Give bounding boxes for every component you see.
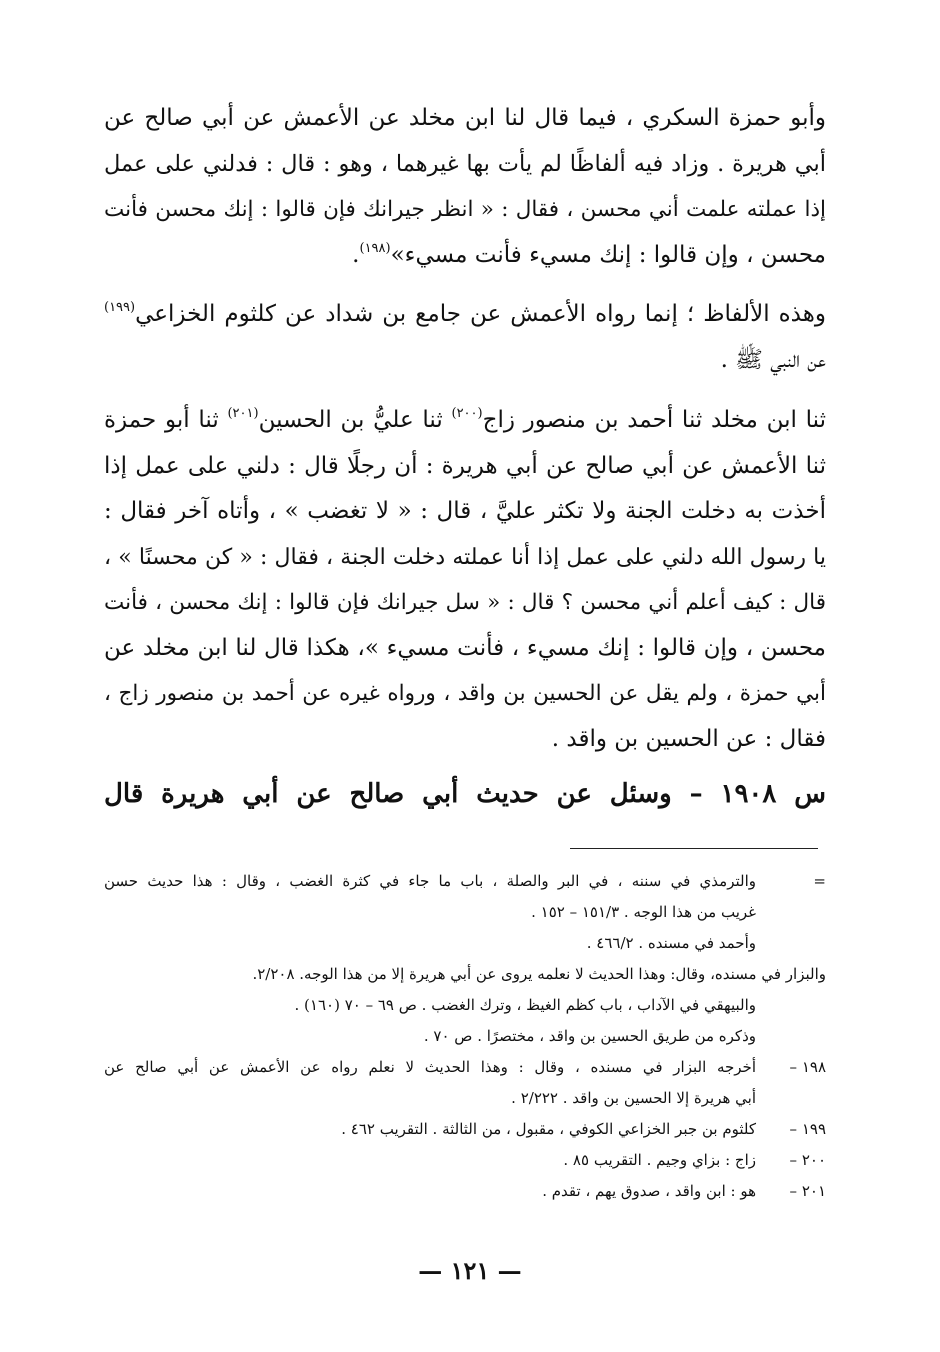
text-line: أخذت به دخلت الجنة ولا تكثر عليَّ ، قال : « لا تغضب » ، وأتاه آخر فقال : bbox=[104, 498, 826, 524]
footnote-line: والبزار في مسنده، وقال: وهذا الحديث لا نعلمه يروى عن أبي هريرة إلا من هذا الوجه. ٢/٢٠٨. bbox=[252, 965, 826, 983]
footnote-line: والترمذي في سننه ، في البر والصلة ، باب ما جاء في كثرة الغضب ، وقال : هذا حديث حسن bbox=[104, 872, 756, 890]
text-run: ثنا ابن مخلد ثنا أحمد بن منصور زاج bbox=[482, 407, 826, 433]
text-run: . bbox=[352, 241, 360, 268]
text-run: ثنا أبو حمزة bbox=[104, 407, 228, 433]
footnote-199 bbox=[104, 1114, 826, 1145]
paragraph-3 bbox=[104, 398, 826, 762]
paragraph-2 bbox=[104, 292, 826, 383]
text-run: ثنا عليُّ بن الحسين bbox=[258, 407, 452, 433]
page-number: — ١٢١ — bbox=[418, 1256, 522, 1285]
question-number: س ١٩٠٨ bbox=[720, 779, 826, 809]
footnote-continued bbox=[104, 990, 826, 1052]
text-line bbox=[104, 292, 826, 338]
footnote-line: أبي هريرة إلا الحسين بن واقد . ٢/٢٢٢ . bbox=[511, 1089, 756, 1107]
paragraph-1 bbox=[104, 96, 826, 278]
text-line: وأبو حمزة السكري ، فيما قال لنا ابن مخلد عن الأعمش عن أبي صالح عن bbox=[104, 105, 826, 131]
footnote-number: ١٩٨ – bbox=[789, 1058, 826, 1076]
text-line: فقال : عن الحسين بن واقد . bbox=[551, 725, 826, 752]
footnote-line: وذكره من طريق الحسين بن واقد ، مختصرًا . ص ٧٠ . bbox=[423, 1027, 756, 1045]
footnote-continued bbox=[104, 959, 826, 990]
text-line: إذا عملته علمت أني محسن ، فقال : « انظر جيرانك فإن قالوا : إنك محسن فأنت bbox=[104, 197, 826, 222]
footnote-201 bbox=[104, 1176, 826, 1207]
footnote-198 bbox=[104, 1052, 826, 1114]
footnote-ref: (٢٠٠) bbox=[451, 406, 483, 421]
footnote-number: ١٩٩ – bbox=[789, 1120, 826, 1138]
footnotes bbox=[104, 866, 826, 1207]
text-run: وهذه الألفاظ ؛ إنما رواه الأعمش عن جامع بن شداد عن كلثوم الخزاعي bbox=[135, 301, 826, 327]
footnote-line: هو : ابن واقد ، صدوق يهم ، تقدم . bbox=[542, 1182, 756, 1200]
text-line: ثنا الأعمش عن أبي صالح عن أبي هريرة : أن رجلًا قال : دلني على عمل إذا bbox=[104, 452, 826, 479]
text-run: – وسئل عن حديث أبي صالح عن أبي هريرة قال bbox=[104, 779, 721, 809]
footnote-continued bbox=[104, 866, 826, 959]
footnote-line: زاج : بزاي وجيم . التقريب ٨٥ . bbox=[563, 1151, 756, 1169]
footnote-line: غريب من هذا الوجه . ١٥١/٣ – ١٥٢ . bbox=[531, 903, 756, 921]
footnote-separator bbox=[570, 848, 818, 849]
footnote-number: ٢٠٠ – bbox=[789, 1151, 826, 1169]
text-line: محسن ، وإن قالوا : إنك مسيء ، فأنت مسيء »، هكذا قال لنا ابن مخلد عن bbox=[104, 634, 826, 661]
text-line: أبي حمزة ، ولم يقل عن الحسين بن واقد ، ورواه غيره عن أحمد بن منصور زاج ، bbox=[104, 681, 826, 706]
footnote-marker: = bbox=[813, 872, 826, 890]
footnote-ref: (٢٠١) bbox=[227, 406, 259, 421]
text-line: يا رسول الله دلني على عمل إذا أنا عملته دخلت الجنة ، فقال : « كن محسنًا » ، bbox=[104, 544, 826, 570]
text-line bbox=[104, 398, 826, 444]
footnote-200 bbox=[104, 1145, 826, 1176]
text-line: قال : كيف أعلم أني محسن ؟ قال : « سل جيرانك فإن قالوا : إنك محسن ، فأنت bbox=[104, 590, 826, 615]
footnote-line: أخرجه البزار في مسنده ، وقال : وهذا الحديث لا نعلم رواه عن الأعمش عن أبي صالح عن bbox=[104, 1058, 756, 1076]
footnote-line: وأحمد في مسنده . ٤٦٦/٢ . bbox=[586, 934, 756, 952]
footnote-number: ٢٠١ – bbox=[789, 1182, 826, 1200]
question-heading bbox=[104, 772, 826, 818]
footnote-line: كلثوم بن جبر الخزاعي الكوفي ، مقبول ، من الثالثة . التقريب ٤٦٢ . bbox=[341, 1120, 756, 1138]
text-line bbox=[104, 233, 826, 279]
text-run: محسن ، وإن قالوا : إنك مسيء فأنت مسيء» bbox=[390, 241, 826, 268]
text-line bbox=[104, 772, 826, 818]
footnote-ref: (١٩٨) bbox=[359, 240, 391, 256]
footnote-ref: (١٩٩) bbox=[104, 300, 136, 315]
footnote-line: والبيهقي في الآداب ، باب كظم الغيظ ، وترك الغضب . ص ٦٩ – ٧٠ (١٦٠) . bbox=[294, 996, 756, 1014]
text-line: أبي هريرة . وزاد فيه ألفاظًا لم يأت بها غيرهما ، وهو : قال : فدلني على عمل bbox=[104, 150, 826, 177]
text-line: عن النبي ﷺ . bbox=[720, 346, 826, 373]
